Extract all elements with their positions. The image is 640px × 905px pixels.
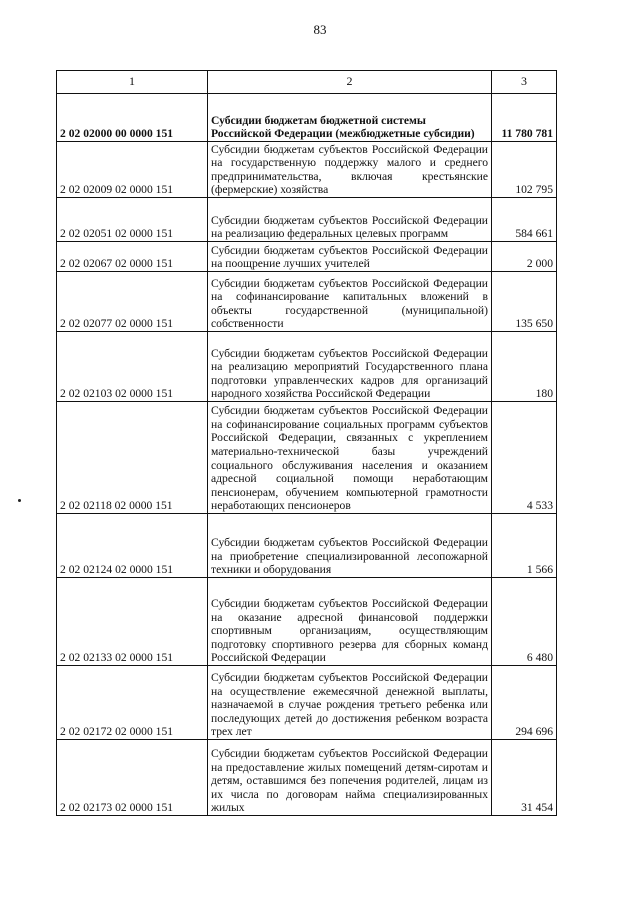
table-row: [57, 402, 557, 514]
row-code: 2 02 02103 02 0000 151: [57, 332, 208, 402]
row-name: Субсидии бюджетам субъектов Российской Федерации на софинансирование капитальных вложений в объекты государственной (муниципальной) собственности: [208, 272, 492, 332]
table-row: [57, 332, 557, 402]
row-value: 180: [492, 332, 557, 402]
table-row: [57, 514, 557, 578]
row-code: 2 02 02172 02 0000 151: [57, 666, 208, 740]
budget-revenue-table: [56, 70, 557, 816]
table-row: [57, 740, 557, 816]
row-value: 102 795: [492, 142, 557, 198]
row-value: 31 454: [492, 740, 557, 816]
row-name: Субсидии бюджетам субъектов Российской Федерации на поощрение лучших учителей: [208, 242, 492, 272]
stray-mark: [18, 499, 21, 502]
row-value: 1 566: [492, 514, 557, 578]
row-value: 4 533: [492, 402, 557, 514]
row-value: 6 480: [492, 578, 557, 666]
row-code: 2 02 02077 02 0000 151: [57, 272, 208, 332]
row-value: 294 696: [492, 666, 557, 740]
row-code: 2 02 02009 02 0000 151: [57, 142, 208, 198]
row-name: Субсидии бюджетам субъектов Российской Федерации на оказание адресной финансовой поддержки спортивным организациям, осуществляющим подготовку спортивного резерва для сборных команд Российской Федерации: [208, 578, 492, 666]
row-code: 2 02 02067 02 0000 151: [57, 242, 208, 272]
table-row: [57, 198, 557, 242]
row-name: Субсидии бюджетам субъектов Российской Федерации на реализацию мероприятий Государственного плана подготовки управленческих кадров для организаций народного хозяйства Российской Федерации: [208, 332, 492, 402]
table-header-row: [57, 71, 557, 94]
table-row: [57, 242, 557, 272]
table-row: [57, 94, 557, 142]
table-row: [57, 272, 557, 332]
column-header-name: 2: [208, 71, 492, 94]
row-name: Субсидии бюджетам субъектов Российской Федерации на софинансирование социальных программ субъектов Российской Федерации, связанных с укреплением материально-технической базы учреждений социального обслуживания населения и оказанием адресной социальной помощи неработающим пенсионерам, обучением компьютерной грамотности неработающих пенсионеров: [208, 402, 492, 514]
row-code: 2 02 02051 02 0000 151: [57, 198, 208, 242]
column-header-code: 1: [57, 71, 208, 94]
row-value: 2 000: [492, 242, 557, 272]
row-name: Субсидии бюджетам субъектов Российской Федерации на предоставление жилых помещений детям-сиротам и детям, оставшимся без попечения родителей, лицам из их числа по договорам найма специализированных жилых: [208, 740, 492, 816]
row-value: 11 780 781: [492, 94, 557, 142]
row-name: Субсидии бюджетам субъектов Российской Федерации на реализацию федеральных целевых программ: [208, 198, 492, 242]
page-number: 83: [313, 22, 327, 37]
column-header-value: 3: [492, 71, 557, 94]
row-code: 2 02 02000 00 0000 151: [57, 94, 208, 142]
row-name: Субсидии бюджетам субъектов Российской Федерации на приобретение специализированной лесопожарной техники и оборудования: [208, 514, 492, 578]
table-row: [57, 666, 557, 740]
row-code: 2 02 02133 02 0000 151: [57, 578, 208, 666]
row-name: Субсидии бюджетам субъектов Российской Федерации на государственную поддержку малого и среднего предпринимательства, включая крестьянские (фермерские) хозяйства: [208, 142, 492, 198]
row-name: Субсидии бюджетам бюджетной системы Российской Федерации (межбюджетные субсидии): [208, 94, 492, 142]
table-row: [57, 142, 557, 198]
row-code: 2 02 02124 02 0000 151: [57, 514, 208, 578]
row-name: Субсидии бюджетам субъектов Российской Федерации на осуществление ежемесячной денежной выплаты, назначаемой в случае рождения третьего ребенка или последующих детей до достижения ребенком возраста трех лет: [208, 666, 492, 740]
row-value: 584 661: [492, 198, 557, 242]
row-code: 2 02 02118 02 0000 151: [57, 402, 208, 514]
table-row: [57, 578, 557, 666]
row-code: 2 02 02173 02 0000 151: [57, 740, 208, 816]
row-value: 135 650: [492, 272, 557, 332]
